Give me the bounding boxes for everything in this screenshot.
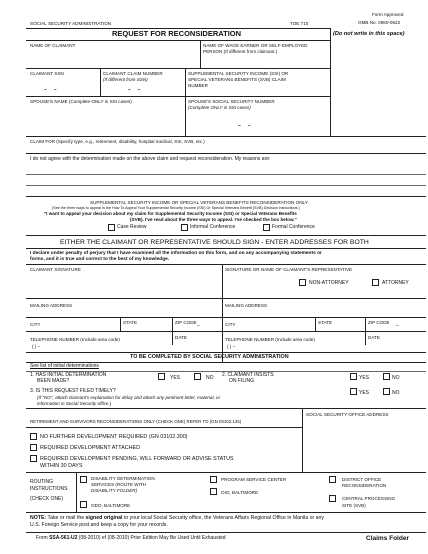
spouse-ssn-label-2: (Complete ONLY in SSI cases)	[188, 105, 251, 110]
attorney-checkbox[interactable]	[372, 279, 379, 286]
route-psc-label: PROGRAM SERVICE CENTER	[221, 477, 287, 482]
claimant-state-label: STATE	[123, 320, 138, 325]
q3-no-label: NO	[392, 390, 400, 396]
footer-form-number: SSA-561-U2	[49, 535, 78, 541]
rep-date-label: DATE	[368, 335, 380, 340]
retirement-label: RETIREMENT AND SURVIVORS RECONSIDERATIONS ONLY (CHECK ONE) REFER TO (GN 03102.125)	[30, 419, 242, 424]
route-central-checkbox[interactable]	[329, 495, 336, 502]
attached-label: REQUIRED DEVELOPMENT ATTACHED	[40, 445, 141, 451]
instructions-label: INSTRUCTIONS	[30, 486, 68, 492]
rep-mailing-label: MAILING ADDRESS	[225, 303, 268, 308]
route-central-label: CENTRAL PROCESSING	[342, 496, 396, 501]
rep-phone-format: ( ) –	[227, 344, 236, 349]
rep-signature-field[interactable]	[224, 288, 294, 298]
q2-yes-checkbox[interactable]	[350, 373, 357, 380]
note-label: NOTE:	[30, 515, 47, 521]
disagree-statement: I do not agree with the determination made on the above claim and request reconsideration. My reasons are:	[30, 156, 271, 162]
pending-checkbox[interactable]	[30, 455, 37, 462]
ssi-number-label-3: NUMBER	[188, 83, 208, 88]
attached-checkbox[interactable]	[30, 444, 37, 451]
note-signed: signed original	[85, 515, 123, 521]
ssi-number-label: SUPPLEMENTAL SECURITY INCOME (SSI) OR	[188, 71, 289, 76]
rep-mailing-field[interactable]	[224, 309, 424, 317]
note-text: Take or mail the	[46, 515, 86, 521]
office-address-field[interactable]	[304, 420, 424, 470]
q2-no-checkbox[interactable]	[383, 373, 390, 380]
agency-name: SOCIAL SECURITY ADMINISTRATION	[30, 21, 112, 26]
route-psc-checkbox[interactable]	[210, 476, 217, 483]
form-approved: Form Approved	[372, 12, 404, 17]
attorney-label: ATTORNEY	[382, 280, 409, 286]
footer-form-info	[36, 536, 226, 542]
claimant-mailing-label: MAILING ADDRESS	[30, 303, 73, 308]
claimant-city-label: CITY	[30, 322, 41, 327]
q1-yes-label: YES	[170, 375, 181, 381]
q1-label: 1. HAS INITIAL DETERMINATION	[30, 372, 107, 378]
wage-earner-label: NAME OF WAGE EARNER OR SELF-EMPLOYED	[203, 43, 308, 48]
route-dds-label: DISABILITY DETERMINATION	[91, 476, 155, 481]
note-text-2: to your local Social Security office, the Veterans Affairs Regional Office in Manila or any	[122, 515, 325, 521]
q2-yes-label: YES	[359, 375, 370, 381]
spouse-ssn-field[interactable]	[187, 112, 328, 136]
footer-rest: (08-2010) ef (08-2010) Prior Edition May Be Used Until Exhausted	[77, 535, 226, 541]
informal-conference-checkbox[interactable]	[181, 224, 188, 231]
ssi-number-label-2: SPECIAL VETERANS BENEFITS (SVB) CLAIM	[188, 77, 286, 82]
route-odo-label: ODO, BALTIMORE	[91, 503, 131, 508]
sign-heading: EITHER THE CLAIMANT OR REPRESENTATIVE SHOULD SIGN - ENTER ADDRESSES FOR BOTH	[60, 239, 369, 246]
pending-label-2: WITHIN 30 DAYS	[40, 463, 83, 469]
routing-label: ROUTING	[30, 479, 54, 485]
see-list-link[interactable]: See list of initial determinations	[30, 363, 99, 369]
claimant-phone-label: TELEPHONE NUMBER (Include area code)	[30, 337, 120, 342]
non-attorney-label: NON-ATTORNEY	[309, 280, 349, 286]
ssi-heading: SUPPLEMENTAL SECURITY INCOME OR SPECIAL VETERANS BENEFITS RECONSIDERATION ONLY	[90, 200, 308, 205]
check-one-label: (CHECK ONE)	[30, 496, 64, 502]
q1-yes-checkbox[interactable]	[158, 373, 165, 380]
q3-note: (If "NO", attach claimant's explanation for delay and attach any pertinent letter, material, or	[37, 395, 221, 400]
form-title: REQUEST FOR RECONSIDERATION	[112, 29, 242, 38]
q1-no-checkbox[interactable]	[194, 373, 201, 380]
declare-statement-2: forms, and it is true and correct to the best of my knowledge.	[30, 257, 170, 262]
claim-for-label: CLAIM FOR (Specify type, e.g., retirement, disability, hospital medical, SSI, SVB, etc.)	[30, 139, 205, 144]
ssi-want-statement-2: (SVB). I've read about the three ways to appeal. I've checked the box below."	[130, 217, 297, 222]
claimant-date-label: DATE	[175, 335, 187, 340]
spouse-name-field[interactable]	[28, 106, 184, 136]
claimant-name-label: NAME OF CLAIMANT	[30, 43, 76, 48]
route-oio-label: OIO, BALTIMORE	[221, 490, 259, 495]
spouse-ssn-label: SPOUSE'S SOCIAL SECURITY NUMBER	[188, 99, 275, 104]
q2-no-label: NO	[392, 375, 400, 381]
claim-dash: – –	[128, 87, 141, 93]
omb-number: OMB No. 0960-0622	[358, 20, 401, 25]
route-dds-label-2: SERVICES (ROUTE WITH	[91, 482, 147, 487]
ssn-dash: – –	[44, 87, 57, 93]
no-further-checkbox[interactable]	[30, 433, 37, 440]
route-dds-checkbox[interactable]	[80, 476, 87, 483]
informal-conference-label: Informal Conference	[190, 224, 236, 230]
q1-no-label: NO	[206, 375, 214, 381]
note-line-2: U.S. Foreign Service post and keep a copy for your records.	[30, 522, 168, 528]
office-address-label: SOCIAL SECURITY OFFICE ADDRESS	[306, 412, 389, 417]
route-dds-label-3: DISABILITY FOLDER)	[91, 488, 138, 493]
q3-no-checkbox[interactable]	[383, 388, 390, 395]
claim-number-label-2: (If different from SSN)	[103, 77, 148, 82]
toe-number: TOE 710	[290, 21, 309, 26]
claim-number-field[interactable]	[102, 84, 184, 96]
claimant-mailing-field[interactable]	[28, 309, 220, 317]
claimant-ssn-field[interactable]	[28, 78, 100, 96]
ssi-number-field[interactable]	[187, 89, 328, 96]
rep-state-label: STATE	[318, 320, 333, 325]
claimant-signature-label: CLAIMANT SIGNATURE	[30, 267, 81, 272]
reasons-field[interactable]	[28, 164, 424, 194]
non-attorney-checkbox[interactable]	[299, 279, 306, 286]
q3-yes-label: YES	[359, 390, 370, 396]
claimant-ssn-label: CLAIMANT SSN	[30, 71, 64, 76]
q3-note-2: information in Social Security office.)	[37, 401, 112, 406]
formal-conference-label: Formal Conference	[272, 224, 315, 230]
route-district-label-2: RECONSIDERATION	[342, 483, 387, 488]
rep-city-label: CITY	[225, 322, 236, 327]
rep-phone-label: TELEPHONE NUMBER (Include area code)	[225, 337, 315, 342]
q3-yes-checkbox[interactable]	[350, 388, 357, 395]
case-review-label: Case Review	[117, 224, 147, 230]
route-district-label: DISTRICT OFFICE	[342, 477, 382, 482]
claimant-zip-dash: –	[197, 323, 200, 329]
q2-label: 2. CLAIMANT INSISTS	[222, 372, 274, 378]
claims-folder-label: Claims Folder	[366, 535, 409, 542]
q2-label-2: ON FILING	[229, 378, 255, 384]
claimant-name-field[interactable]	[28, 50, 198, 68]
q1-label-2: BEEN MADE?	[37, 378, 70, 384]
route-oio-checkbox[interactable]	[210, 488, 217, 495]
wage-earner-field[interactable]	[202, 56, 328, 68]
declare-statement: I declare under penalty of perjury that I have examined all the information on this form, and on any accompanying statements or	[30, 251, 322, 256]
ssi-want-statement: "I want to appeal your decision about my claim for Supplemental Security Income (SSI) or Special Veterans Benefits	[44, 211, 297, 216]
spouse-name-label: SPOUSE'S NAME (Complete ONLY in SSI cases)	[30, 99, 132, 104]
route-district-checkbox[interactable]	[329, 476, 336, 483]
no-further-label: NO FURTHER DEVELOPMENT REQUIRED (GN 03102.300)	[40, 434, 188, 440]
q3-label: 3. IS THIS REQUEST FILED TIMELY?	[30, 388, 116, 394]
ssi-see-instructions: (See the three ways to appeal in the How To Appeal Your Supplemental Security Income (SSI) Or Special Veterans Benefit (SVB) Decision instructions.)	[52, 206, 300, 210]
rep-signature-label: SIGNATURE OR NAME OF CLAIMANT'S REPRESENTATIVE	[225, 267, 353, 272]
route-central-label-2: SITE (SVB)	[342, 503, 366, 508]
rep-zip-dash: –	[396, 323, 399, 329]
claim-for-field[interactable]	[28, 145, 424, 153]
spouse-ssn-dash: – –	[238, 123, 251, 129]
route-odo-checkbox[interactable]	[80, 501, 87, 508]
do-not-write-note: (Do not write in this space)	[333, 31, 405, 37]
claimant-signature-field[interactable]	[28, 273, 220, 298]
rep-zip-label: ZIP CODE	[368, 320, 390, 325]
claimant-phone-format: ( ) –	[32, 344, 41, 349]
wage-earner-label-2: PERSON (If different from claimant.)	[203, 49, 278, 54]
claim-number-label: CLAIMANT CLAIM NUMBER	[103, 71, 163, 76]
ssa-heading: TO BE COMPLETED BY SOCIAL SECURITY ADMINISTRATION	[130, 354, 289, 360]
case-review-checkbox[interactable]	[108, 224, 115, 231]
footer-form-prefix: Form	[36, 535, 50, 541]
pending-label: REQUIRED DEVELOPMENT PENDING, WILL FORWARD OR ADVISE STATUS	[40, 456, 234, 462]
claimant-zip-label: ZIP CODE	[175, 320, 197, 325]
formal-conference-checkbox[interactable]	[263, 224, 270, 231]
